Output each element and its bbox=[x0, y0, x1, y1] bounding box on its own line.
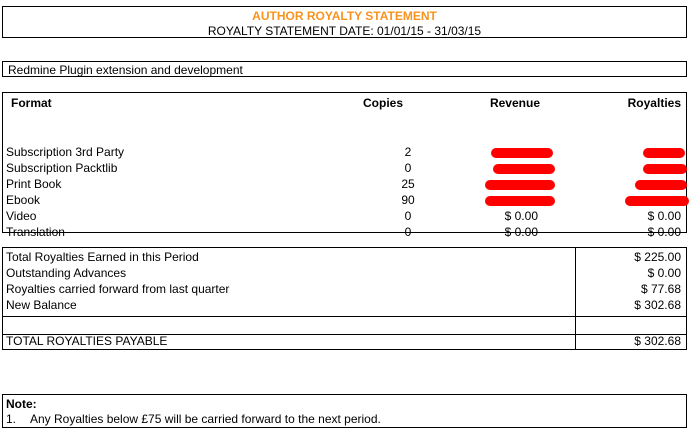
row-revenue: $ 0.00 bbox=[504, 225, 538, 239]
table-row bbox=[3, 161, 686, 176]
row-royalties: $ 0.00 bbox=[647, 209, 681, 223]
royalty-table bbox=[2, 92, 687, 239]
row-copies: 0 bbox=[404, 161, 412, 175]
statement-header bbox=[2, 6, 687, 38]
redaction-mark bbox=[643, 164, 687, 174]
redaction-mark bbox=[635, 180, 687, 190]
totals-separator-top bbox=[3, 316, 686, 317]
row-copies: 2 bbox=[404, 145, 412, 159]
note-text: Any Royalties below £75 will be carried forward to the next period. bbox=[30, 412, 381, 426]
redaction-mark bbox=[643, 148, 685, 158]
table-row bbox=[3, 209, 686, 224]
project-name-box bbox=[2, 61, 687, 77]
redaction-mark bbox=[485, 196, 555, 206]
table-row bbox=[3, 193, 686, 208]
carried-forward-row bbox=[3, 282, 686, 297]
total-payable-row bbox=[3, 334, 686, 349]
table-row bbox=[3, 177, 686, 192]
new-balance-value: $ 302.68 bbox=[634, 298, 681, 312]
row-royalties: $ 0.00 bbox=[647, 225, 681, 239]
row-copies: 90 bbox=[401, 193, 415, 207]
row-copies: 0 bbox=[404, 225, 412, 239]
note-box bbox=[2, 394, 687, 428]
statement-date: ROYALTY STATEMENT DATE: 01/01/15 - 31/03/15 bbox=[207, 24, 482, 38]
redaction-mark bbox=[485, 180, 555, 190]
outstanding-advances-row bbox=[3, 266, 686, 281]
total-earned-value: $ 225.00 bbox=[634, 250, 681, 264]
outstanding-advances-label: Outstanding Advances bbox=[6, 266, 127, 280]
outstanding-advances-value: $ 0.00 bbox=[647, 266, 681, 280]
table-row bbox=[3, 145, 686, 160]
row-copies: 25 bbox=[401, 177, 415, 191]
total-payable-value: $ 302.68 bbox=[634, 334, 681, 348]
row-format: Ebook bbox=[6, 193, 41, 207]
row-format: Translation bbox=[6, 225, 65, 239]
total-earned-row bbox=[3, 250, 686, 265]
col-header-royalties: Royalties bbox=[627, 96, 681, 110]
redaction-mark bbox=[493, 164, 555, 174]
total-earned-label: Total Royalties Earned in this Period bbox=[6, 250, 199, 264]
note-number: 1. bbox=[6, 412, 17, 426]
col-header-copies: Copies bbox=[363, 96, 404, 110]
note-title: Note: bbox=[6, 397, 37, 411]
table-row bbox=[3, 225, 686, 240]
col-header-revenue: Revenue bbox=[489, 96, 540, 110]
row-format: Video bbox=[6, 209, 37, 223]
redaction-mark bbox=[491, 148, 553, 158]
new-balance-row bbox=[3, 298, 686, 313]
total-payable-label: TOTAL ROYALTIES PAYABLE bbox=[6, 334, 168, 348]
row-revenue: $ 0.00 bbox=[504, 209, 538, 223]
totals-box bbox=[2, 247, 687, 350]
redaction-mark bbox=[625, 196, 689, 206]
row-copies: 0 bbox=[404, 209, 412, 223]
statement-title: AUTHOR ROYALTY STATEMENT bbox=[252, 9, 437, 23]
row-format: Subscription 3rd Party bbox=[6, 145, 125, 159]
carried-forward-value: $ 77.68 bbox=[640, 282, 681, 296]
new-balance-label: New Balance bbox=[6, 298, 77, 312]
row-format: Print Book bbox=[6, 177, 62, 191]
row-format: Subscription Packtlib bbox=[6, 161, 118, 175]
col-header-format: Format bbox=[11, 96, 52, 110]
project-name: Redmine Plugin extension and development bbox=[8, 63, 243, 77]
carried-forward-label: Royalties carried forward from last quarter bbox=[6, 282, 230, 296]
